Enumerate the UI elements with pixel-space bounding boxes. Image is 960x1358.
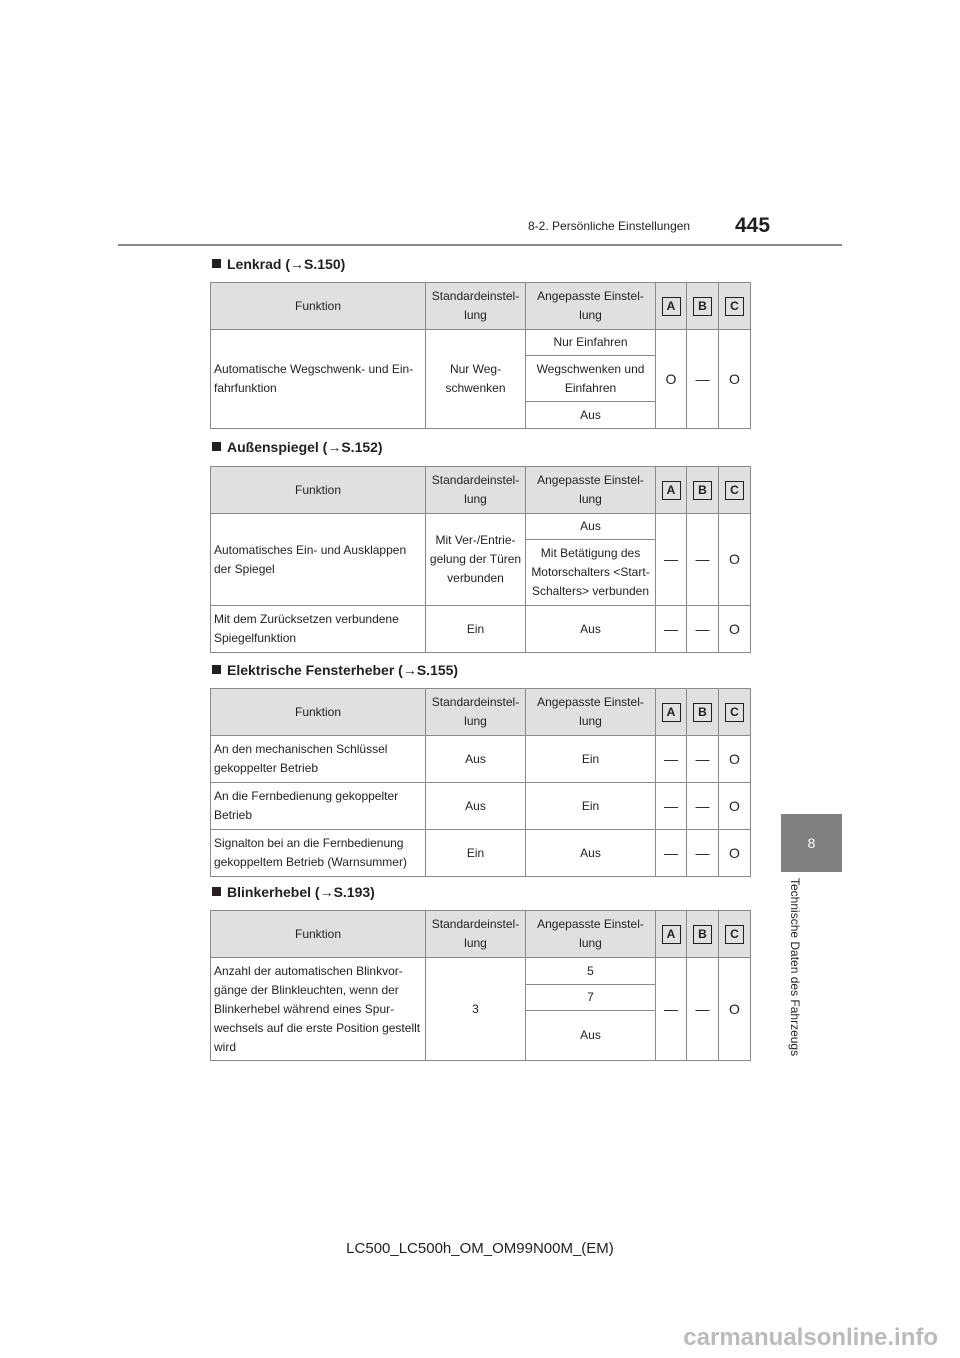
mark-b: — [687, 958, 719, 1061]
mark-a: — [656, 736, 687, 783]
col-a: A [656, 467, 687, 514]
col-angepasst: Angepasste Einstel-lung [526, 467, 656, 514]
chapter-tab: 8 [781, 814, 842, 872]
col-b: B [687, 283, 719, 330]
mark-b: — [687, 736, 719, 783]
table-row [211, 830, 751, 877]
mark-c: O [719, 830, 751, 877]
table-row [211, 736, 751, 783]
col-funktion: Funktion [211, 467, 426, 514]
section-title: 8-2. Persönliche Einstellungen [528, 219, 691, 233]
col-angepasst: Angepasste Einstel-lung [526, 911, 656, 958]
settings-table-fensterheber [210, 688, 751, 877]
funktion-cell: Signalton bei an die Fernbedienung gekoppeltem Betrieb (Warnsummer) [211, 830, 426, 877]
watermark: carmanualsonline.info [683, 1324, 938, 1351]
mark-a: O [656, 330, 687, 429]
col-c: C [719, 283, 751, 330]
option-cell: 7 [526, 985, 656, 1011]
square-bullet-icon [212, 259, 221, 268]
option-cell: Wegschwenken und Einfahren [526, 356, 656, 402]
mark-b: — [687, 330, 719, 429]
standard-cell: Nur Weg-schwenken [426, 330, 526, 429]
square-bullet-icon [212, 665, 221, 674]
section-heading-aussenspiegel: Außenspiegel (→S.152) [212, 439, 383, 455]
document-code: LC500_LC500h_OM_OM99N00M_(EM) [346, 1240, 614, 1257]
mark-b: — [687, 830, 719, 877]
section-heading-lenkrad: Lenkrad (→S.150) [212, 256, 345, 272]
table-row [211, 606, 751, 653]
col-b: B [687, 911, 719, 958]
col-funktion: Funktion [211, 689, 426, 736]
standard-cell: Mit Ver-/Entrie-gelung der Türen verbunden [426, 514, 526, 606]
col-standard: Standardeinstel-lung [426, 689, 526, 736]
option-cell: Aus [526, 402, 656, 429]
funktion-cell: Mit dem Zurücksetzen verbundene Spiegelfunktion [211, 606, 426, 653]
col-c: C [719, 467, 751, 514]
standard-cell: Aus [426, 783, 526, 830]
mark-a: — [656, 514, 687, 606]
col-funktion: Funktion [211, 911, 426, 958]
table-header-row [211, 911, 751, 958]
option-cell: Ein [526, 783, 656, 830]
chapter-label: Technische Daten des Fahrzeugs [788, 878, 802, 1057]
square-bullet-icon [212, 442, 221, 451]
col-a: A [656, 911, 687, 958]
funktion-cell: Anzahl der automatischen Blinkvor-gänge der Blinkleuchten, wenn der Blinkerhebel während eines Spur-wechsels auf die erste Position gestellt wird [211, 958, 426, 1061]
col-angepasst: Angepasste Einstel-lung [526, 283, 656, 330]
mark-a: — [656, 958, 687, 1061]
mark-c: O [719, 514, 751, 606]
col-a: A [656, 283, 687, 330]
option-cell: Aus [526, 830, 656, 877]
funktion-cell: Automatisches Ein- und Ausklappen der Spiegel [211, 514, 426, 606]
table-row [211, 514, 751, 540]
standard-cell: 3 [426, 958, 526, 1061]
funktion-cell: An die Fernbedienung gekoppelter Betrieb [211, 783, 426, 830]
col-c: C [719, 911, 751, 958]
option-cell: 5 [526, 958, 656, 985]
table-header-row [211, 283, 751, 330]
mark-a: — [656, 606, 687, 653]
table-header-row [211, 689, 751, 736]
col-b: B [687, 689, 719, 736]
mark-b: — [687, 514, 719, 606]
col-b: B [687, 467, 719, 514]
table-row [211, 783, 751, 830]
funktion-cell: Automatische Wegschwenk- und Ein-fahrfunktion [211, 330, 426, 429]
standard-cell: Aus [426, 736, 526, 783]
funktion-cell: An den mechanischen Schlüssel gekoppelter Betrieb [211, 736, 426, 783]
section-heading-blinkerhebel: Blinkerhebel (→S.193) [212, 884, 375, 900]
option-cell: Aus [526, 514, 656, 540]
mark-a: — [656, 830, 687, 877]
mark-b: — [687, 606, 719, 653]
mark-c: O [719, 330, 751, 429]
header-divider [118, 244, 842, 246]
settings-table-lenkrad [210, 282, 751, 429]
col-c: C [719, 689, 751, 736]
col-standard: Standardeinstel-lung [426, 911, 526, 958]
col-standard: Standardeinstel-lung [426, 283, 526, 330]
mark-c: O [719, 783, 751, 830]
col-angepasst: Angepasste Einstel-lung [526, 689, 656, 736]
section-heading-fensterheber: Elektrische Fensterheber (→S.155) [212, 662, 458, 678]
option-cell: Ein [526, 736, 656, 783]
option-cell: Aus [526, 606, 656, 653]
option-cell: Mit Betätigung des Motorschalters <Start-Schalters> verbunden [526, 540, 656, 606]
option-cell: Aus [526, 1011, 656, 1061]
mark-c: O [719, 958, 751, 1061]
page-number: 445 [735, 214, 771, 237]
square-bullet-icon [212, 887, 221, 896]
mark-a: — [656, 783, 687, 830]
col-standard: Standardeinstel-lung [426, 467, 526, 514]
table-row [211, 330, 751, 356]
mark-c: O [719, 606, 751, 653]
option-cell: Nur Einfahren [526, 330, 656, 356]
settings-table-blinkerhebel [210, 910, 751, 1061]
table-header-row [211, 467, 751, 514]
mark-c: O [719, 736, 751, 783]
table-row [211, 958, 751, 985]
standard-cell: Ein [426, 830, 526, 877]
settings-table-aussenspiegel [210, 466, 751, 653]
col-funktion: Funktion [211, 283, 426, 330]
mark-b: — [687, 783, 719, 830]
col-a: A [656, 689, 687, 736]
standard-cell: Ein [426, 606, 526, 653]
